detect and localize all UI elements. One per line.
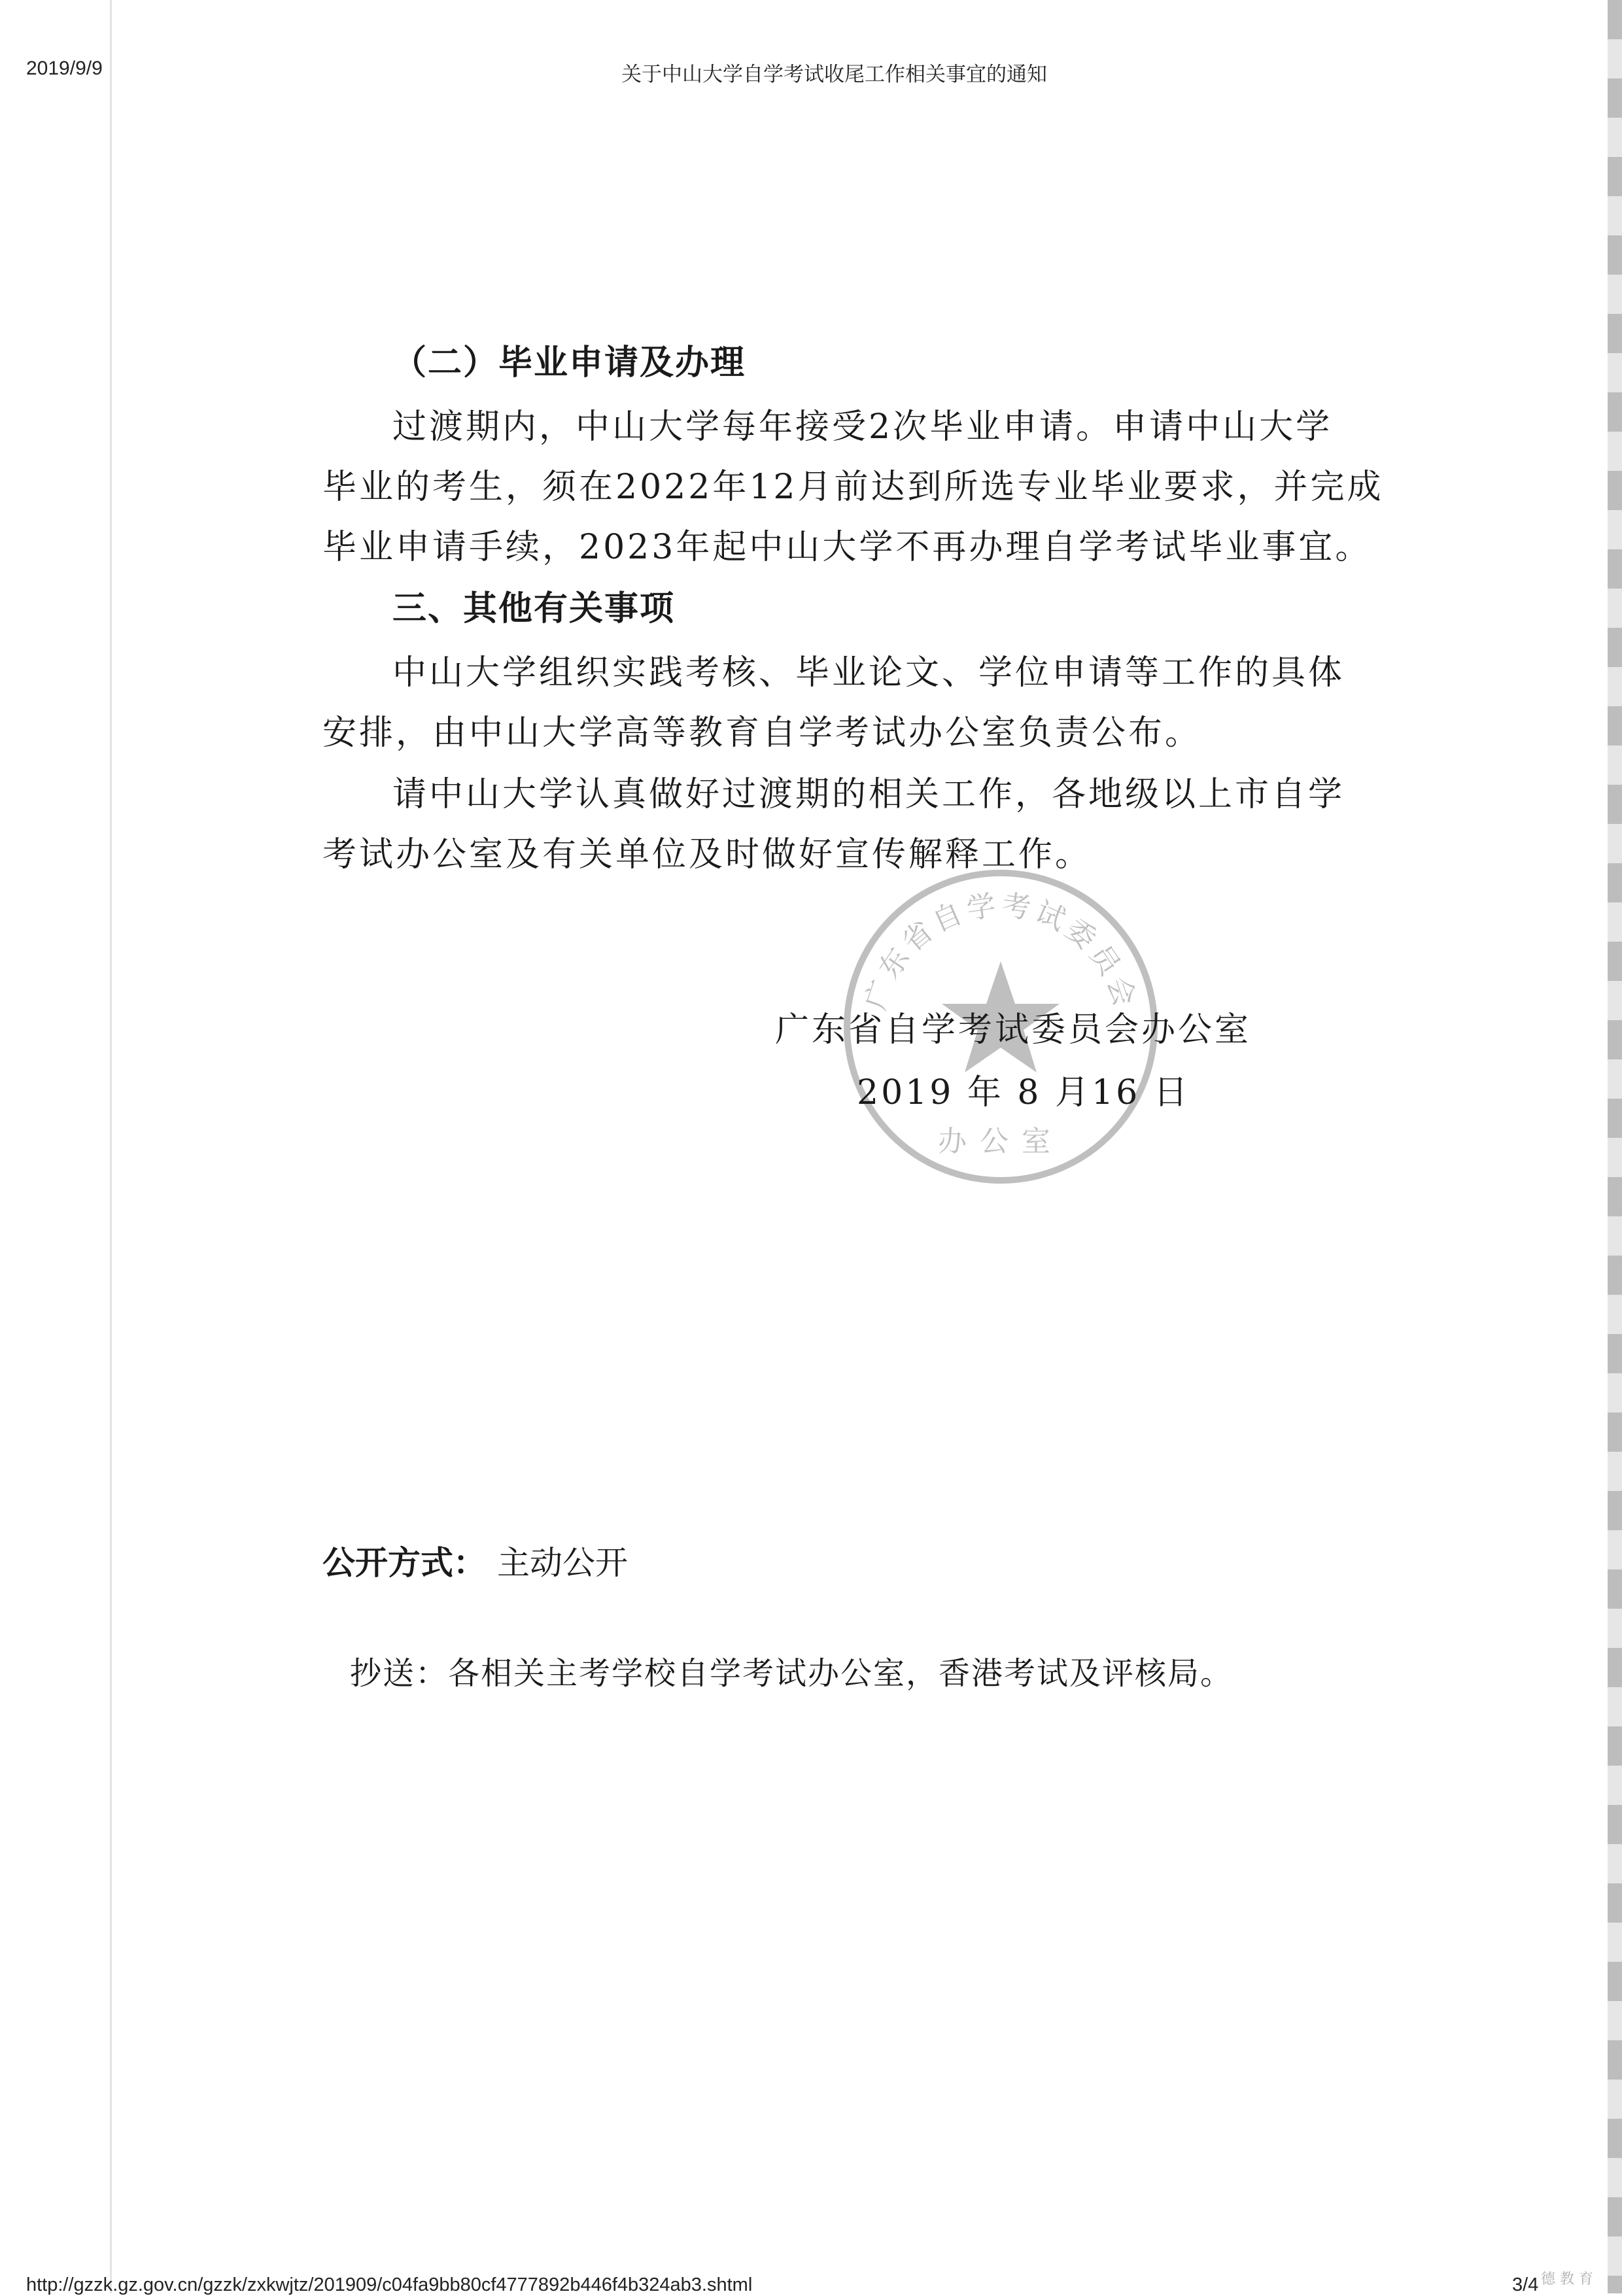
other-line-1: 中山大学组织实践考核、毕业论文、学位申请等工作的具体 [392,653,1345,693]
print-footer-page: 3/4 [1512,2274,1539,2295]
issuer-name: 广东省自学考试委员会办公室 [775,1010,1252,1050]
scan-left-edge [110,0,112,2293]
request-line-2: 考试办公室及有关单位及时做好宣传解释工作。 [322,835,1092,874]
scan-right-edge [1608,0,1622,2293]
disclosure-value: 主动公开 [497,1544,628,1582]
watermark-text: 德 教 育 [1541,2271,1593,2287]
seal-arc-text: 广东省自学考试委员会 [859,888,1143,1014]
graduation-line-3: 毕业申请手续，2023年起中山大学不再办理自学考试毕业事宜。 [322,528,1372,567]
graduation-line-2: 毕业的考生，须在2022年12月前达到所选专业毕业要求，并完成 [322,468,1384,507]
print-footer-url: http://gzzk.gz.gov.cn/gzzk/zxkwjtz/201909/c04fa9bb80cf4777892b446f4b324ab3.shtml [26,2274,753,2295]
seal-bottom-text: 办公室 [938,1125,1063,1158]
disclosure-label: 公开方式： [322,1544,486,1582]
cc-recipients: 抄送：各相关主考学校自学考试办公室，香港考试及评核局。 [350,1655,1234,1692]
print-header-title: 关于中山大学自学考试收尾工作相关事宜的通知 [621,63,1047,86]
other-line-2: 安排，由中山大学高等教育自学考试办公室负责公布。 [322,713,1202,753]
issue-date: 2019 年 8 月16 日 [857,1073,1190,1112]
section-heading-graduation: （二）毕业申请及办理 [392,343,746,383]
graduation-line-1: 过渡期内，中山大学每年接受2次毕业申请。申请中山大学 [392,407,1333,447]
request-line-1: 请中山大学认真做好过渡期的相关工作，各地级以上市自学 [392,775,1345,814]
section-heading-other: 三、其他有关事项 [392,589,676,628]
print-header-date: 2019/9/9 [26,58,103,79]
